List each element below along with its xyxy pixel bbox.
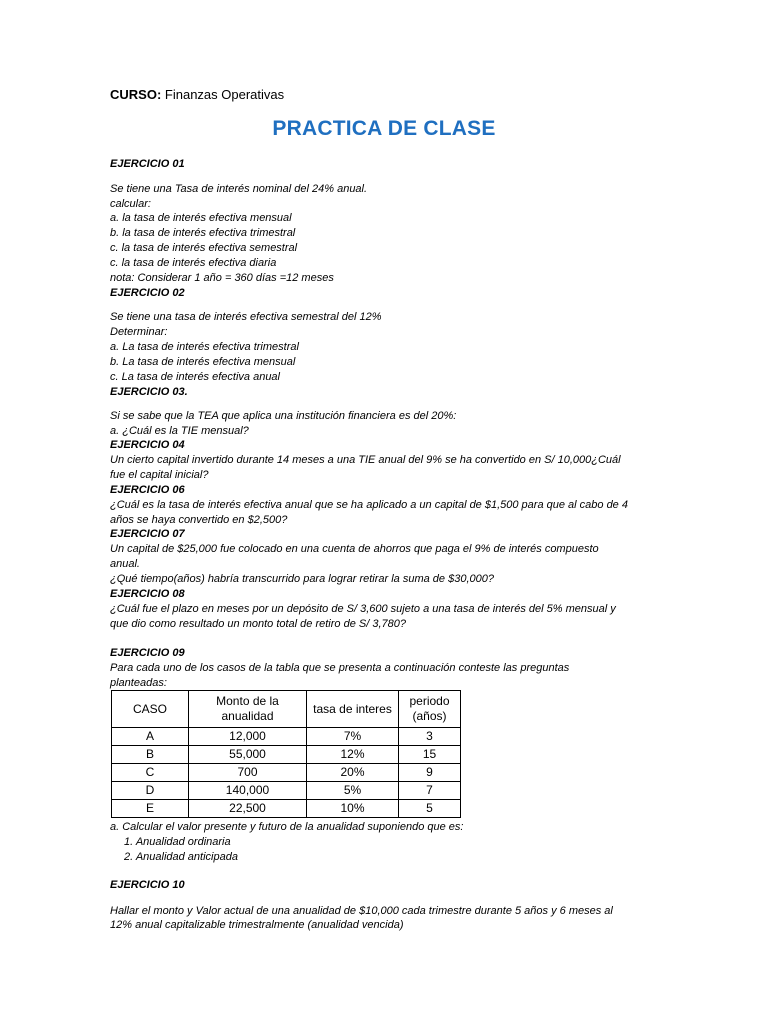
- text-line: a. ¿Cuál es la TIE mensual?: [110, 425, 249, 437]
- exercise-heading: EJERCICIO 06: [110, 484, 185, 496]
- table-row: [112, 746, 461, 764]
- cell-monto: 22,500: [189, 800, 307, 818]
- cell-caso: B: [112, 746, 189, 764]
- text-line: anual.: [110, 558, 140, 570]
- text-line: ¿Cuál fue el plazo en meses por un depósito de S/ 3,600 sujeto a una tasa de interés del 5% mensual y: [110, 603, 616, 615]
- text-line: a. La tasa de interés efectiva trimestral: [110, 341, 299, 353]
- text-line: Se tiene una tasa de interés efectiva semestral del 12%: [110, 311, 382, 323]
- exercise-heading: EJERCICIO 07: [110, 528, 185, 540]
- table-row: [112, 800, 461, 818]
- text-line: calcular:: [110, 198, 151, 210]
- text-line: c. La tasa de interés efectiva anual: [110, 371, 280, 383]
- course-line: [110, 87, 284, 102]
- cell-tasa: 12%: [307, 746, 399, 764]
- text-line: c. la tasa de interés efectiva diaria: [110, 257, 277, 269]
- cell-monto: 700: [189, 764, 307, 782]
- cell-tasa: 10%: [307, 800, 399, 818]
- text-line: Para cada uno de los casos de la tabla que se presenta a continuación conteste las preguntas: [110, 662, 570, 674]
- header-tasa: tasa de interes: [307, 691, 399, 728]
- cell-monto: 55,000: [189, 746, 307, 764]
- exercise-heading: EJERCICIO 08: [110, 588, 185, 600]
- exercise-heading: EJERCICIO 04: [110, 439, 185, 451]
- text-line: 1. Anualidad ordinaria: [124, 836, 231, 848]
- text-line: Hallar el monto y Valor actual de una anualidad de $10,000 cada trimestre durante 5 años y 6 meses al: [110, 905, 613, 917]
- table-row: [112, 764, 461, 782]
- course-name: Finanzas Operativas: [164, 87, 285, 102]
- cell-periodo: 15: [399, 746, 461, 764]
- table-row: [112, 728, 461, 746]
- exercise-heading: EJERCICIO 03.: [110, 386, 188, 398]
- cell-caso: C: [112, 764, 189, 782]
- exercise-heading: EJERCICIO 09: [110, 647, 185, 659]
- table-row: [112, 782, 461, 800]
- exercise-heading: EJERCICIO 10: [110, 879, 185, 891]
- text-line: ¿Cuál es la tasa de interés efectiva anual que se ha aplicado a un capital de $1,500 para que al cabo de 4: [110, 499, 628, 511]
- cell-monto: 140,000: [189, 782, 307, 800]
- text-line: fue el capital inicial?: [110, 469, 209, 481]
- text-line: a. la tasa de interés efectiva mensual: [110, 212, 292, 224]
- cell-caso: A: [112, 728, 189, 746]
- text-line: c. la tasa de interés efectiva semestral: [110, 242, 298, 254]
- header-caso: CASO: [112, 691, 189, 728]
- cell-caso: D: [112, 782, 189, 800]
- cell-periodo: 7: [399, 782, 461, 800]
- cell-caso: E: [112, 800, 189, 818]
- annuity-cases-table: [111, 690, 461, 818]
- cell-periodo: 9: [399, 764, 461, 782]
- cell-tasa: 5%: [307, 782, 399, 800]
- header-monto: Monto de la anualidad: [189, 691, 307, 728]
- exercise-heading: EJERCICIO 02: [110, 287, 185, 299]
- cell-monto: 12,000: [189, 728, 307, 746]
- header-periodo: periodo (años): [399, 691, 461, 728]
- text-line: Un cierto capital invertido durante 14 meses a una TIE anual del 9% se ha convertido en S/ 10,000¿Cuál: [110, 454, 621, 466]
- course-label: CURSO:: [110, 87, 162, 102]
- text-line: b. la tasa de interés efectiva trimestral: [110, 227, 296, 239]
- text-line: años se haya convertido en $2,500?: [110, 514, 288, 526]
- text-line: que dio como resultado un monto total de retiro de S/ 3,780?: [110, 618, 406, 630]
- page-title: PRACTICA DE CLASE: [272, 117, 496, 140]
- cell-tasa: 7%: [307, 728, 399, 746]
- cell-periodo: 3: [399, 728, 461, 746]
- text-line: Se tiene una Tasa de interés nominal del 24% anual.: [110, 183, 368, 195]
- text-line: 12% anual capitalizable trimestralmente (anualidad vencida): [110, 919, 404, 931]
- cell-periodo: 5: [399, 800, 461, 818]
- table-header-row: [112, 691, 461, 728]
- text-line: planteadas:: [110, 677, 167, 689]
- text-line: Si se sabe que la TEA que aplica una institución financiera es del 20%:: [110, 410, 457, 422]
- text-line: 2. Anualidad anticipada: [124, 851, 238, 863]
- exercise-heading: EJERCICIO 01: [110, 158, 185, 170]
- text-line: Determinar:: [110, 326, 168, 338]
- text-line: Un capital de $25,000 fue colocado en una cuenta de ahorros que paga el 9% de interés compuesto: [110, 543, 599, 555]
- text-line: ¿Qué tiempo(años) habría transcurrido para lograr retirar la suma de $30,000?: [110, 573, 494, 585]
- text-line: b. La tasa de interés efectiva mensual: [110, 356, 296, 368]
- cell-tasa: 20%: [307, 764, 399, 782]
- text-line: nota: Considerar 1 año = 360 días =12 meses: [110, 272, 334, 284]
- text-line: a. Calcular el valor presente y futuro de la anualidad suponiendo que es:: [110, 821, 464, 833]
